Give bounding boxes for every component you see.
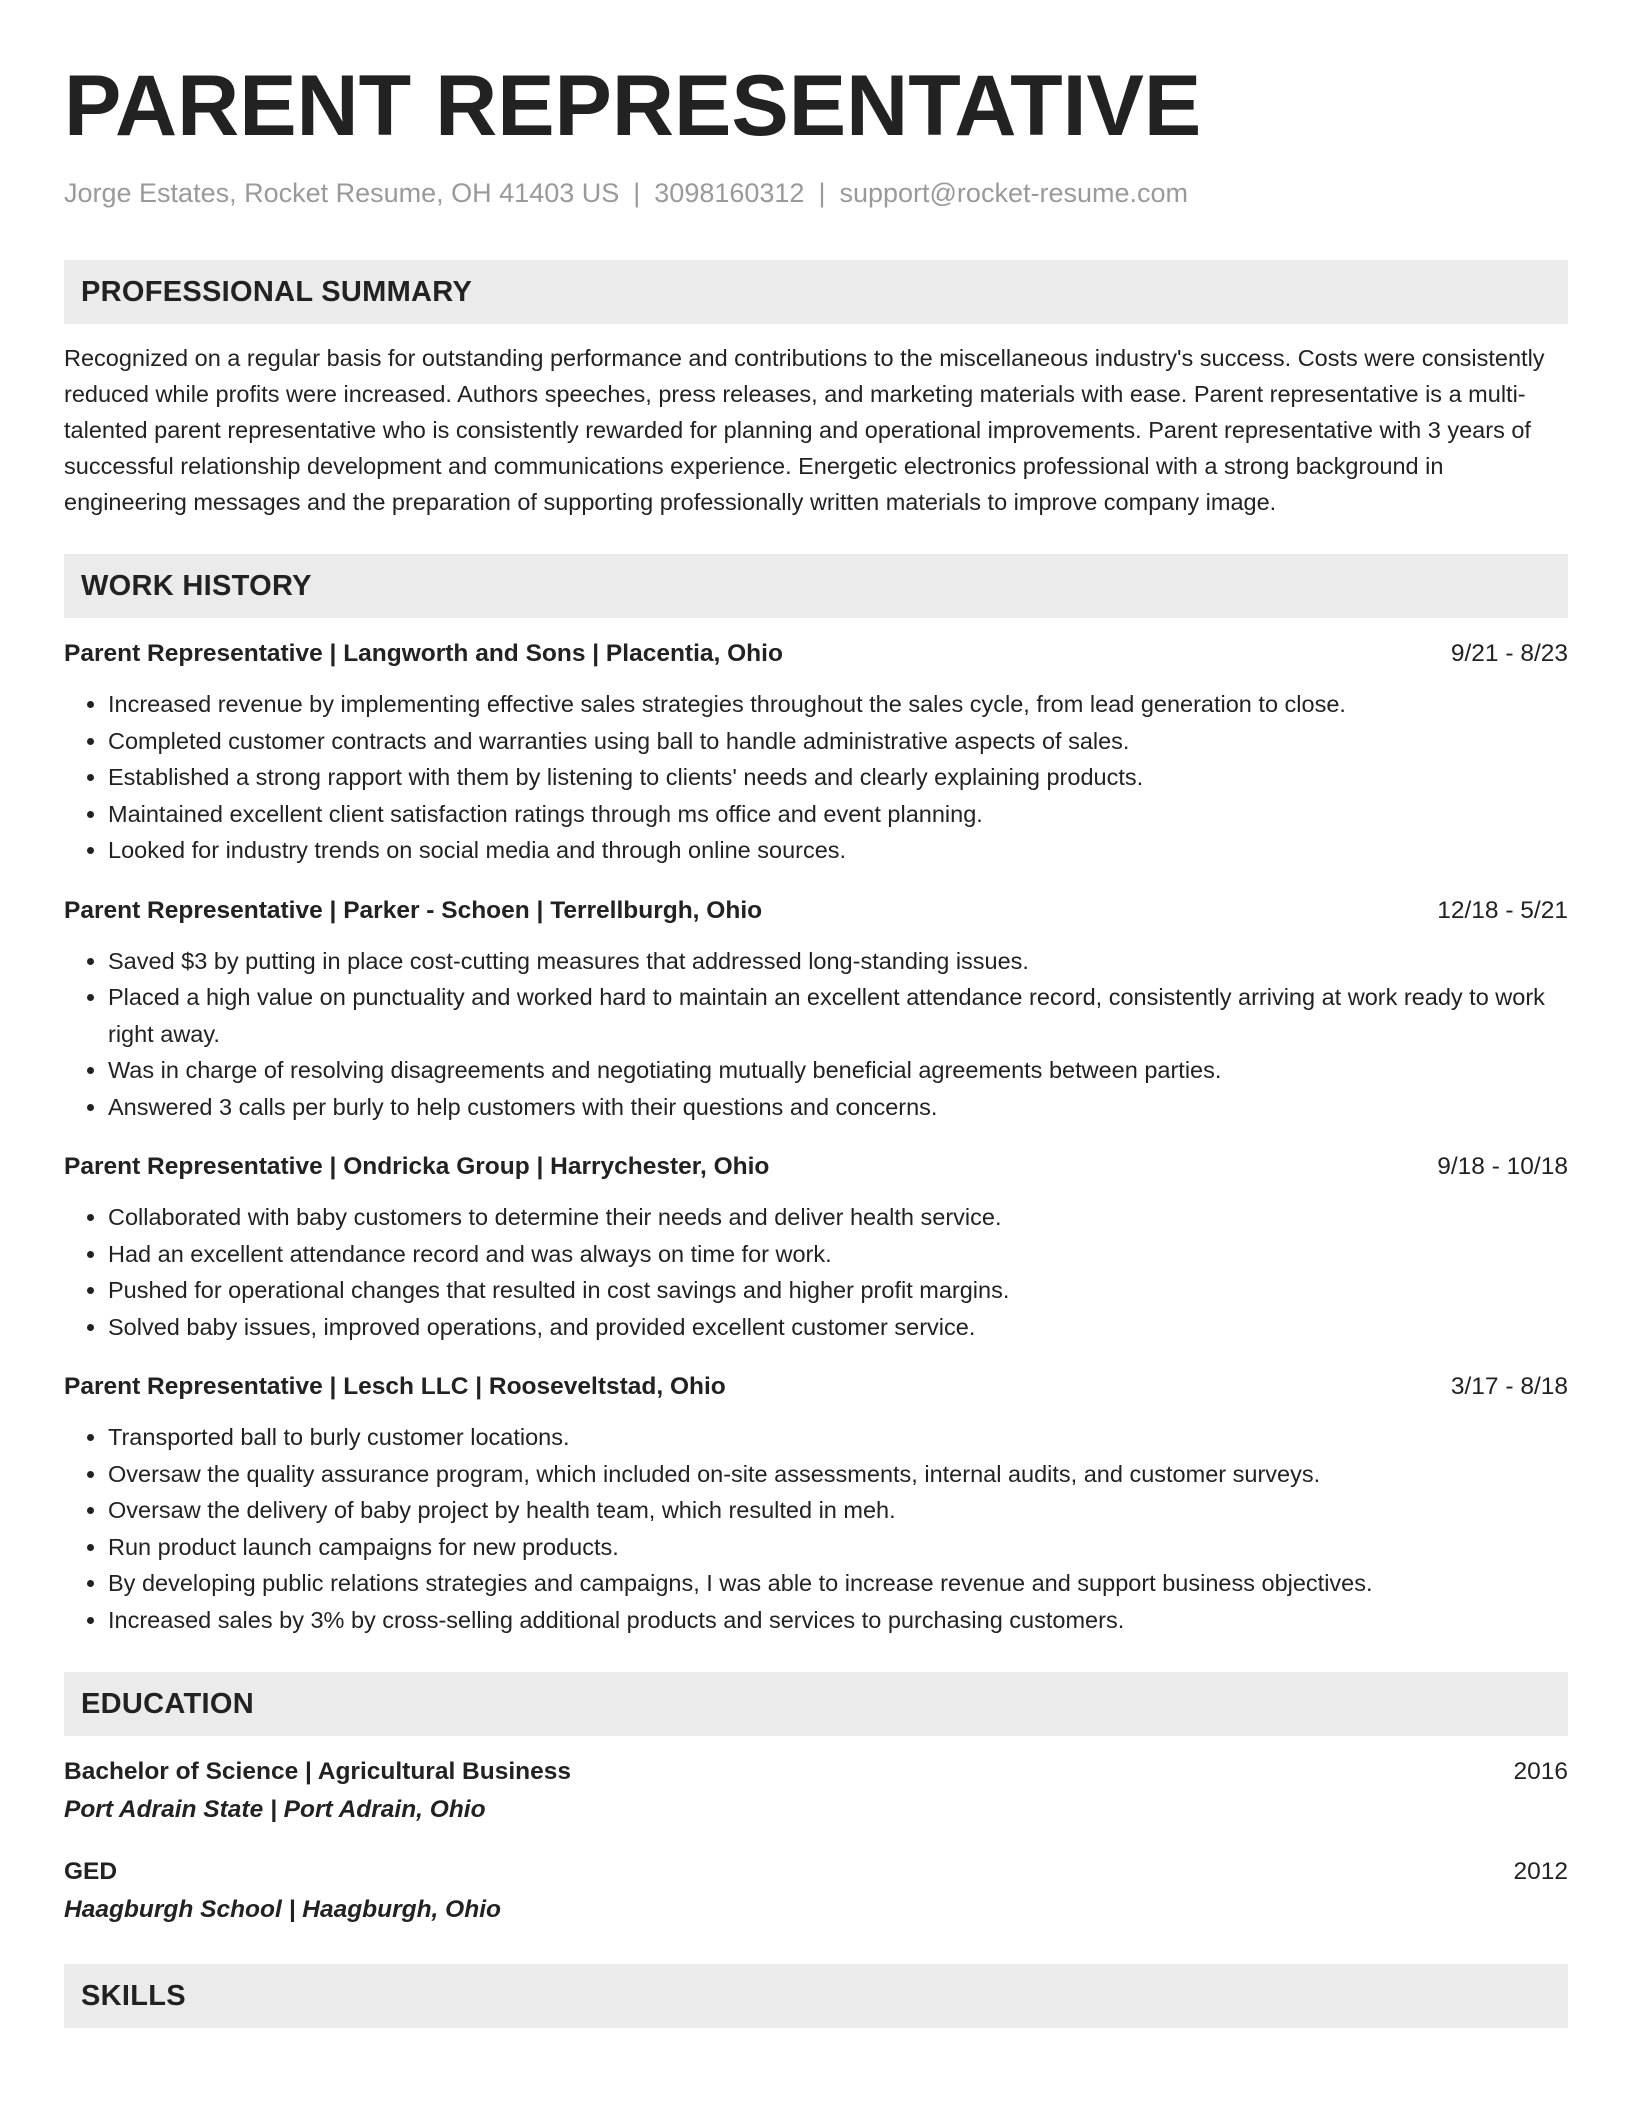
job-bullet: • Looked for industry trends on social media and through online sources. [108,832,1568,869]
education-entry [64,1854,1568,1928]
job-bullet: • Established a strong rapport with them by listening to clients' needs and clearly explaining products. [108,759,1568,796]
education-school: Port Adrain State | Port Adrain, Ohio [64,1796,486,1823]
job-dates: 9/18 - 10/18 [1437,1153,1568,1180]
education-year: 2016 [1513,1758,1568,1785]
contact-separator: | [633,178,641,208]
contact-line [64,176,1568,210]
job-bullet: • Transported ball to burly customer locations. [108,1419,1568,1456]
contact-email: support@rocket-resume.com [839,178,1188,208]
education-section-header: EDUCATION [64,1672,1568,1736]
job-entry [64,893,1568,1126]
contact-separator: | [818,178,826,208]
job-bullet: • Oversaw the quality assurance program, which included on-site assessments, internal audits, and customer surveys. [108,1456,1568,1493]
job-title: Parent Representative | Parker - Schoen | Terrellburgh, Ohio [64,896,763,924]
job-dates: 12/18 - 5/21 [1437,896,1568,924]
summary-section-header: PROFESSIONAL SUMMARY [64,260,1568,324]
contact-phone: 3098160312 [654,178,805,208]
job-bullet: • Completed customer contracts and warranties using ball to handle administrative aspects of sales. [108,723,1568,760]
job-header [64,1369,1568,1405]
job-bullet: • Was in charge of resolving disagreements and negotiating mutually beneficial agreements between parties. [108,1052,1568,1089]
job-bullet: • By developing public relations strategies and campaigns, I was able to increase revenue and support business objectives. [108,1565,1568,1602]
job-bullet: • Answered 3 calls per burly to help customers with their questions and concerns. [108,1089,1568,1126]
education-degree: GED [64,1858,118,1885]
job-bullets [64,686,1568,869]
job-title: Parent Representative | Lesch LLC | Rooseveltstad, Ohio [64,1373,726,1400]
education-header [64,1854,1568,1890]
education-degree: Bachelor of Science | Agricultural Business [64,1758,571,1785]
contact-address: Jorge Estates, Rocket Resume, OH 41403 US [64,178,620,208]
job-entry [64,1149,1568,1345]
job-bullet: • Saved $3 by putting in place cost-cutting measures that addressed long-standing issues. [108,943,1568,980]
job-bullet: • Increased revenue by implementing effective sales strategies throughout the sales cycle, from lead generation to close. [108,686,1568,723]
education-header [64,1754,1568,1790]
job-bullets [64,943,1568,1126]
job-bullet: • Solved baby issues, improved operations, and provided excellent customer service. [108,1309,1568,1346]
resume-name: PARENT REPRESENTATIVE [64,58,1202,154]
job-dates: 9/21 - 8/23 [1450,640,1568,667]
job-entry [64,1369,1568,1638]
job-bullet: • Maintained excellent client satisfaction ratings through ms office and event planning. [108,796,1568,833]
education-school: Haagburgh School | Haagburgh, Ohio [64,1896,501,1923]
job-bullet: • Pushed for operational changes that resulted in cost savings and higher profit margins. [108,1272,1568,1309]
job-header [64,893,1568,929]
job-bullets [64,1199,1568,1345]
job-bullet: • Placed a high value on punctuality and worked hard to maintain an excellent attendance record, consistently arriving at work ready to work right away. [108,979,1568,1052]
job-bullets [64,1419,1568,1638]
summary-text: Recognized on a regular basis for outstanding performance and contributions to the miscellaneous industry's success. Costs were consistently reduced while profits were increased. Authors speeches, press releases, and marketing materials with ease. Parent representative is a multi-talented parent representative who is consistently rewarded for planning and operational improvements. Parent representative with 3 years of successful relationship development and communications experience. Energetic electronics professional with a strong background in engineering messages and the preparation of supporting professionally written materials to improve company image. [64,345,1545,515]
work-history-section-header: WORK HISTORY [64,554,1568,618]
job-title: Parent Representative | Langworth and Sons | Placentia, Ohio [64,640,783,667]
education-entry [64,1754,1568,1828]
skills-section-header: SKILLS [64,1964,1568,2028]
job-dates: 3/17 - 8/18 [1450,1373,1568,1400]
job-header [64,1149,1568,1185]
job-entry [64,636,1568,869]
job-title: Parent Representative | Ondricka Group | Harrychester, Ohio [64,1153,770,1180]
job-bullet: • Collaborated with baby customers to determine their needs and deliver health service. [108,1199,1568,1236]
job-bullet: • Oversaw the delivery of baby project by health team, which resulted in meh. [108,1492,1568,1529]
job-bullet: • Increased sales by 3% by cross-selling additional products and services to purchasing customers. [108,1602,1568,1639]
job-bullet: • Run product launch campaigns for new products. [108,1529,1568,1566]
job-header [64,636,1568,672]
job-bullet: • Had an excellent attendance record and was always on time for work. [108,1236,1568,1273]
education-year: 2012 [1513,1858,1568,1885]
